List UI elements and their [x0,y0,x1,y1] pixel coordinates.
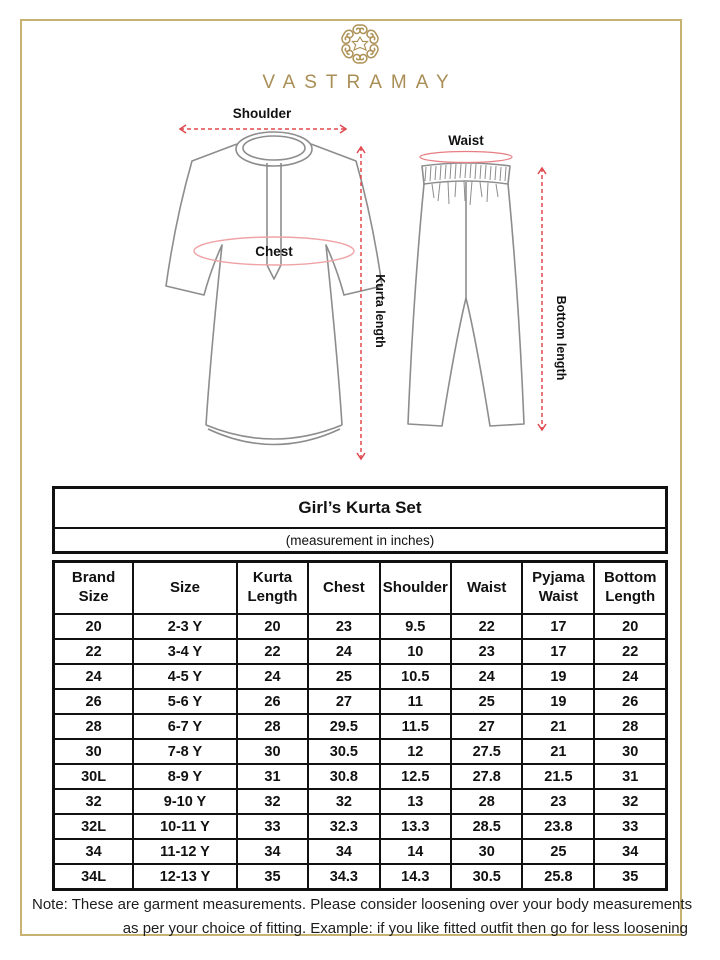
table-cell: 25 [308,664,379,689]
table-cell: 14 [380,839,451,864]
note-line-1: Note: These are garment measurements. Please consider loosening over your body measurements [32,896,693,913]
brand-name: VASTRAMAY [262,72,458,93]
table-cell: 22 [594,639,666,664]
table-cell: 8-9 Y [133,764,237,789]
table-cell: 24 [451,664,522,689]
table-row [54,789,667,814]
kurta-length-arrow [357,147,365,459]
table-cell: 22 [451,614,522,639]
table-cell: 30.8 [308,764,379,789]
kurta-shoulder-label: Shoulder [232,106,292,121]
table-cell: 23 [522,789,594,814]
table-cell: 31 [237,764,308,789]
table-cell: 32 [237,789,308,814]
kurta-diagram [150,103,400,485]
table-cell: 28 [237,714,308,739]
kurta-length-label: Kurta length [373,274,387,348]
table-cell: 26 [594,689,666,714]
column-header: Pyjama Waist [522,562,594,615]
table-cell: 6-7 Y [133,714,237,739]
table-cell: 19 [522,689,594,714]
size-chart-subtitle: (measurement in inches) [54,528,667,553]
size-chart-title-table [52,486,668,554]
table-cell: 20 [54,614,134,639]
table-cell: 24 [594,664,666,689]
column-header-row [54,562,667,615]
table-cell: 33 [594,814,666,839]
size-chart-table [52,560,668,891]
table-cell: 17 [522,614,594,639]
waist-label: Waist [448,133,484,148]
table-cell: 24 [54,664,134,689]
table-cell: 11 [380,689,451,714]
table-cell: 25 [451,689,522,714]
table-cell: 21 [522,714,594,739]
mandala-star-icon [334,20,386,68]
brand-header [0,20,720,94]
table-cell: 28 [451,789,522,814]
table-cell: 22 [54,639,134,664]
table-row [54,664,667,689]
table-cell: 10 [380,639,451,664]
table-cell: 29.5 [308,714,379,739]
table-cell: 33 [237,814,308,839]
table-cell: 24 [237,664,308,689]
table-row [54,864,667,890]
kurta-outline [166,132,382,445]
table-cell: 7-8 Y [133,739,237,764]
table-cell: 5-6 Y [133,689,237,714]
table-cell: 31 [594,764,666,789]
table-cell: 35 [237,864,308,890]
table-cell: 27 [308,689,379,714]
table-cell: 21 [522,739,594,764]
table-row [54,839,667,864]
waist-ellipse [420,152,512,163]
table-cell: 9-10 Y [133,789,237,814]
table-cell: 11-12 Y [133,839,237,864]
table-cell: 27.5 [451,739,522,764]
table-cell: 25.8 [522,864,594,890]
bottom-length-label: Bottom length [554,295,568,381]
table-cell: 23.8 [522,814,594,839]
table-cell: 35 [594,864,666,890]
table-cell: 26 [54,689,134,714]
pyjama-diagram [398,126,580,460]
table-cell: 23 [451,639,522,664]
table-cell: 32 [594,789,666,814]
table-cell: 17 [522,639,594,664]
table-cell: 34 [308,839,379,864]
table-cell: 3-4 Y [133,639,237,664]
table-cell: 13 [380,789,451,814]
table-cell: 34.3 [308,864,379,890]
table-cell: 27.8 [451,764,522,789]
table-cell: 32L [54,814,134,839]
bottom-length-arrow [538,168,546,430]
table-cell: 20 [594,614,666,639]
table-cell: 20 [237,614,308,639]
table-row [54,689,667,714]
table-cell: 32 [308,789,379,814]
table-cell: 30 [237,739,308,764]
table-cell: 34L [54,864,134,890]
table-cell: 12 [380,739,451,764]
table-cell: 27 [451,714,522,739]
chest-label: Chest [255,244,293,259]
table-cell: 28 [54,714,134,739]
table-cell: 9.5 [380,614,451,639]
table-cell: 30L [54,764,134,789]
table-cell: 4-5 Y [133,664,237,689]
table-cell: 30.5 [451,864,522,890]
table-cell: 30.5 [308,739,379,764]
table-cell: 2-3 Y [133,614,237,639]
table-cell: 11.5 [380,714,451,739]
table-row [54,714,667,739]
table-cell: 12.5 [380,764,451,789]
column-header: Bottom Length [594,562,666,615]
column-header: Brand Size [54,562,134,615]
table-cell: 30 [54,739,134,764]
table-cell: 30 [594,739,666,764]
table-cell: 34 [594,839,666,864]
table-cell: 28 [594,714,666,739]
pyjama-outline [408,163,524,426]
table-row [54,739,667,764]
table-cell: 22 [237,639,308,664]
table-row [54,614,667,639]
column-header: Shoulder [380,562,451,615]
table-cell: 32 [54,789,134,814]
table-cell: 10-11 Y [133,814,237,839]
table-row [54,639,667,664]
table-cell: 28.5 [451,814,522,839]
table-row [54,764,667,789]
table-cell: 10.5 [380,664,451,689]
note-text [32,893,693,942]
column-header: Kurta Length [237,562,308,615]
table-cell: 26 [237,689,308,714]
table-cell: 30 [451,839,522,864]
size-chart [52,486,668,891]
table-cell: 24 [308,639,379,664]
table-cell: 21.5 [522,764,594,789]
table-cell: 32.3 [308,814,379,839]
table-row [54,814,667,839]
column-header: Waist [451,562,522,615]
table-cell: 25 [522,839,594,864]
table-cell: 14.3 [380,864,451,890]
table-cell: 19 [522,664,594,689]
shoulder-arrow [180,125,346,133]
table-cell: 23 [308,614,379,639]
table-cell: 34 [237,839,308,864]
column-header: Chest [308,562,379,615]
table-cell: 34 [54,839,134,864]
table-cell: 13.3 [380,814,451,839]
note-line-2: as per your choice of fitting. Example: if you like fitted outfit then go for less loosening [122,920,688,938]
size-chart-title: Girl’s Kurta Set [54,488,667,529]
table-cell: 12-13 Y [133,864,237,890]
column-header: Size [133,562,237,615]
